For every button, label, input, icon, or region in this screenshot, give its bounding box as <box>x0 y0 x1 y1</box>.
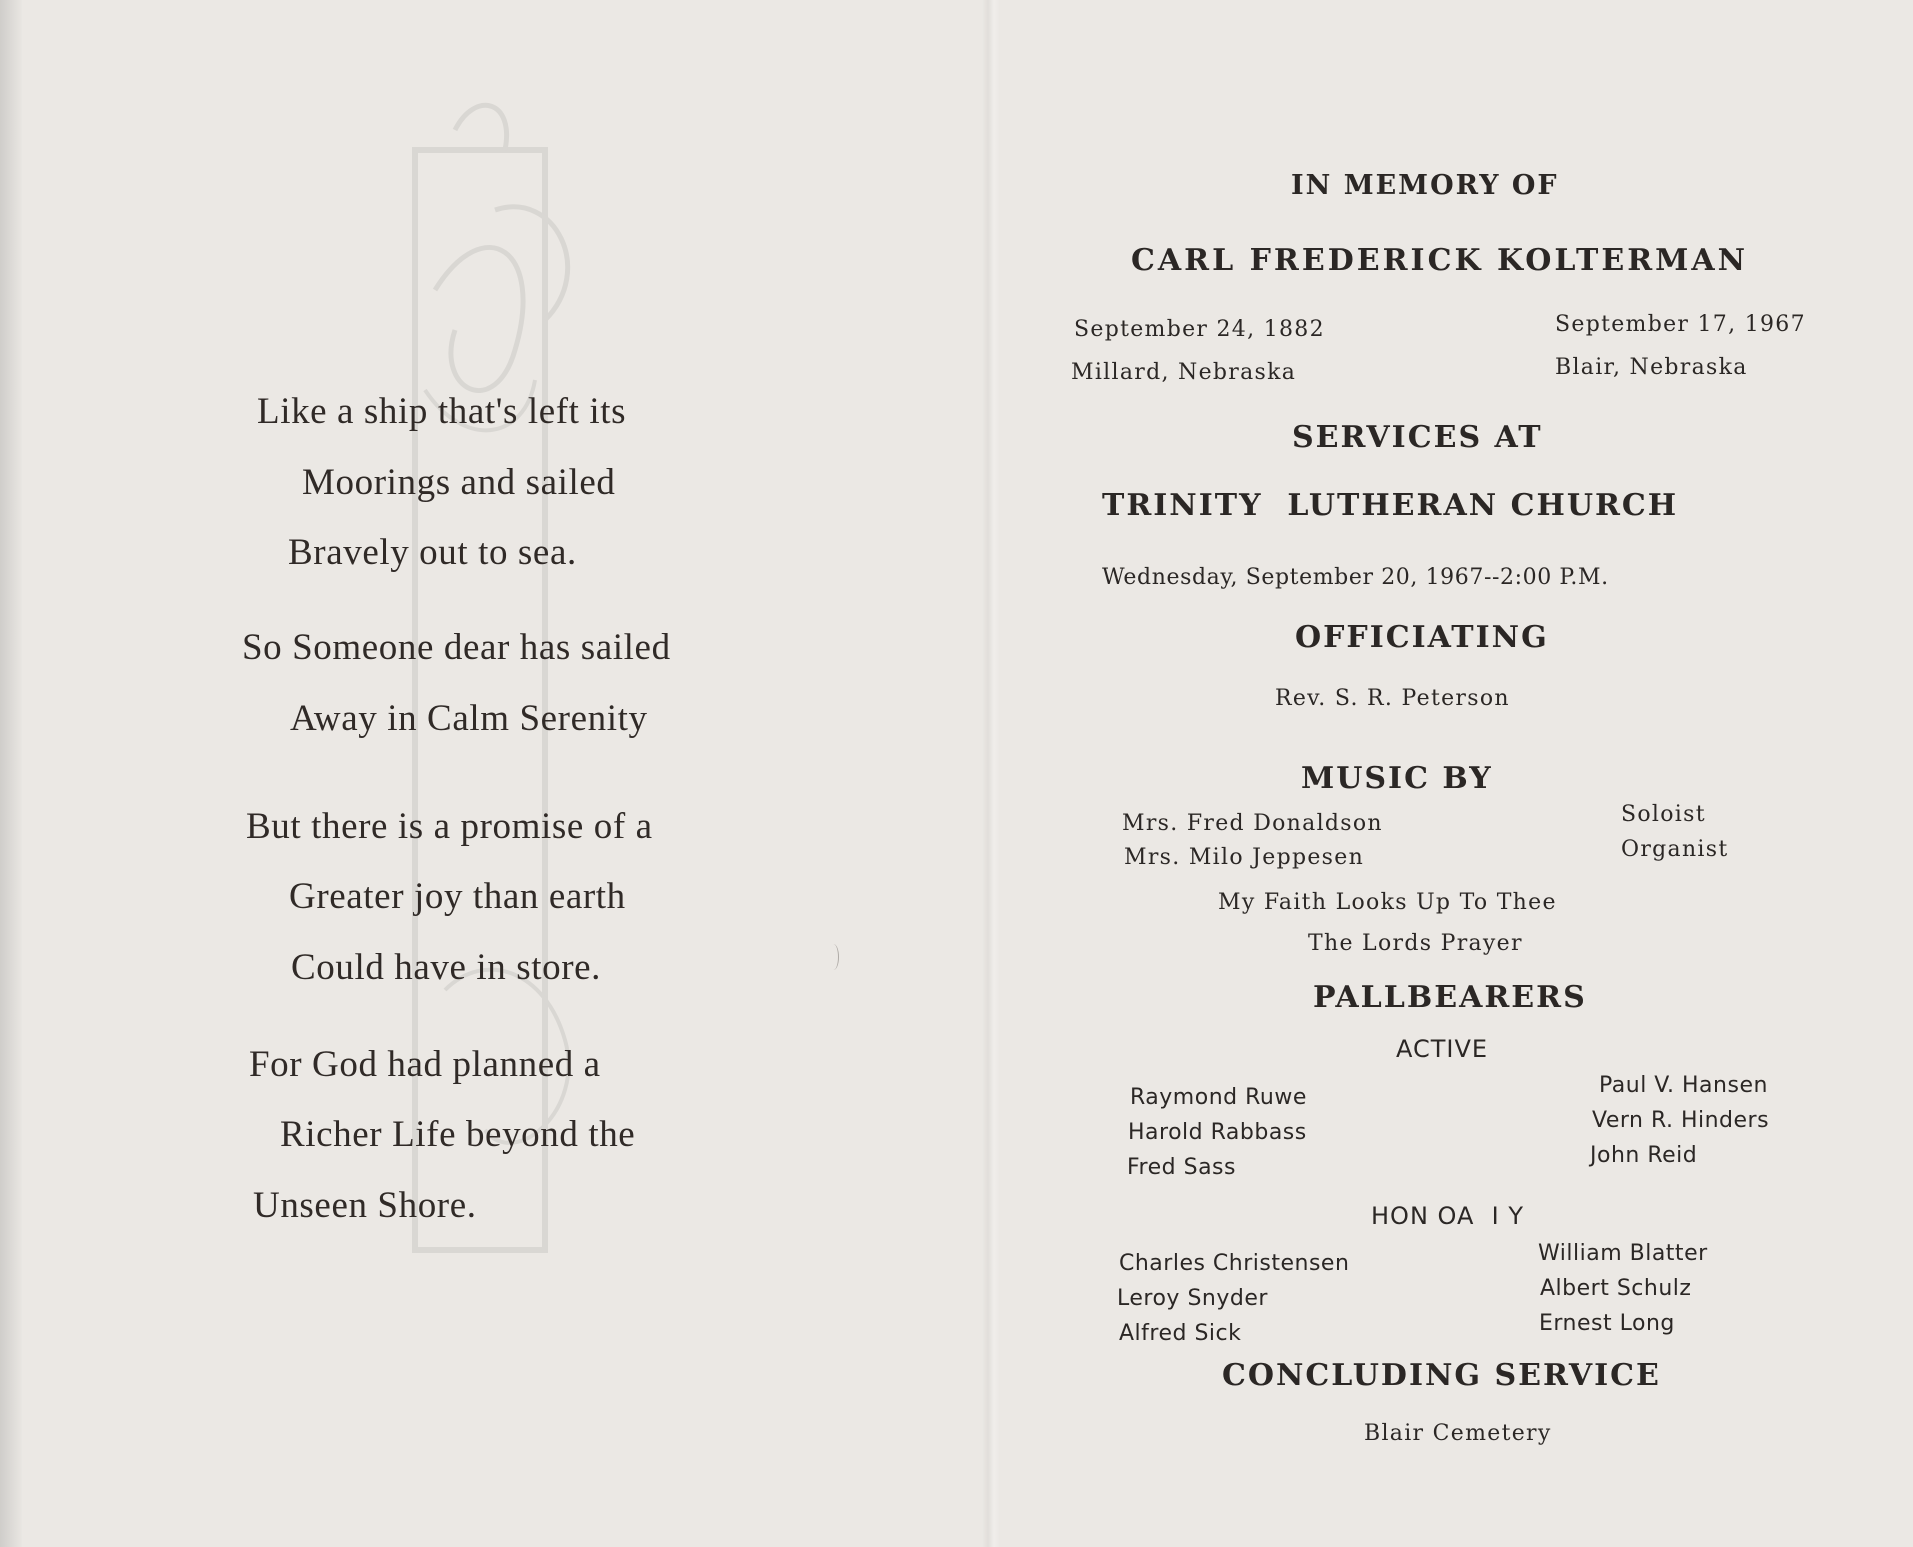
musician-name: Mrs. Milo Jeppesen <box>1124 845 1365 870</box>
poem-line: Could have in store. <box>291 947 602 988</box>
service-date-time: Wednesday, September 20, 1967--2:00 P.M. <box>1102 565 1609 590</box>
officiating-heading: OFFICIATING <box>1295 620 1549 655</box>
honorary-pallbearer: Leroy Snyder <box>1117 1286 1268 1311</box>
poem-line: Richer Life beyond the <box>280 1114 636 1155</box>
poem-line: For God had planned a <box>249 1044 601 1085</box>
poem-line: Away in Calm Serenity <box>290 698 648 739</box>
active-pallbearer: Fred Sass <box>1127 1155 1236 1180</box>
poem-line: Unseen Shore. <box>253 1185 477 1226</box>
honorary-pallbearer: William Blatter <box>1538 1241 1708 1266</box>
musician-role: Soloist <box>1621 802 1706 827</box>
honorary-heading: HON OA I Y <box>1371 1202 1525 1230</box>
musician-name: Mrs. Fred Donaldson <box>1122 811 1383 836</box>
poem-line: Moorings and sailed <box>302 462 616 503</box>
deceased-name: CARL FREDERICK KOLTERMAN <box>1131 243 1749 278</box>
concluding-service-heading: CONCLUDING SERVICE <box>1222 1358 1661 1393</box>
church-name: TRINITY LUTHERAN CHURCH <box>1102 488 1679 523</box>
active-pallbearer: Raymond Ruwe <box>1130 1085 1307 1110</box>
death-date: September 17, 1967 <box>1555 312 1806 337</box>
in-memory-heading: IN MEMORY OF <box>1291 170 1559 201</box>
active-pallbearer: Harold Rabbass <box>1128 1120 1307 1145</box>
officiant-name: Rev. S. R. Peterson <box>1275 686 1510 711</box>
poem-line: Bravely out to sea. <box>288 532 577 573</box>
honorary-pallbearer: Ernest Long <box>1539 1311 1675 1336</box>
song-title: The Lords Prayer <box>1308 931 1523 956</box>
active-pallbearer: John Reid <box>1590 1143 1698 1168</box>
honorary-pallbearer: Alfred Sick <box>1119 1321 1242 1346</box>
active-heading: ACTIVE <box>1396 1035 1489 1063</box>
service-program-panel <box>1000 0 1913 1547</box>
birth-date: September 24, 1882 <box>1074 317 1325 342</box>
poem-line: But there is a promise of a <box>246 806 653 847</box>
poem-line: Like a ship that's left its <box>257 391 627 432</box>
song-title: My Faith Looks Up To Thee <box>1218 890 1557 915</box>
musician-role: Organist <box>1621 837 1729 862</box>
honorary-pallbearer: Charles Christensen <box>1119 1251 1350 1276</box>
card-fold-line <box>982 0 1000 1547</box>
death-place: Blair, Nebraska <box>1555 355 1748 380</box>
poem-line: So Someone dear has sailed <box>242 627 671 668</box>
pallbearers-heading: PALLBEARERS <box>1313 980 1587 1015</box>
poem-line: Greater joy than earth <box>289 876 626 917</box>
active-pallbearer: Paul V. Hansen <box>1599 1073 1768 1098</box>
music-by-heading: MUSIC BY <box>1301 761 1493 796</box>
cemetery-name: Blair Cemetery <box>1364 1421 1552 1446</box>
birth-place: Millard, Nebraska <box>1071 360 1297 385</box>
honorary-pallbearer: Albert Schulz <box>1540 1276 1692 1301</box>
services-at-heading: SERVICES AT <box>1292 420 1543 455</box>
active-pallbearer: Vern R. Hinders <box>1592 1108 1770 1133</box>
